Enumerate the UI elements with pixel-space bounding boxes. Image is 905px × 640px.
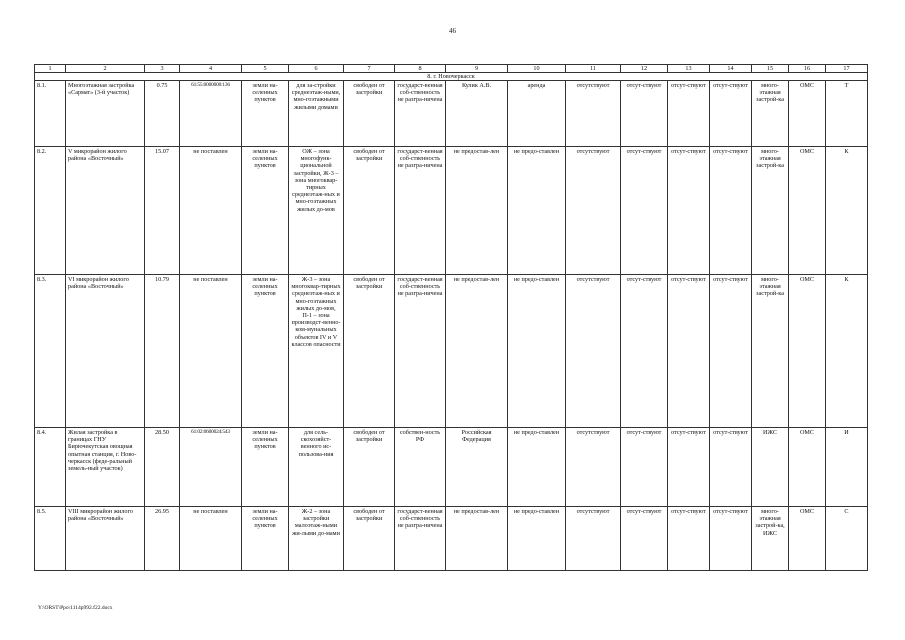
cell-11: отсутствуют (566, 275, 621, 428)
land-category: земли на-селенных пунктов (242, 81, 289, 147)
cell-14: отсут-ствуют (710, 275, 752, 428)
column-number: 15 (752, 65, 789, 73)
row-number: 8.4. (35, 428, 66, 507)
column-number: 13 (668, 65, 710, 73)
plot-area: 10.79 (145, 275, 180, 428)
authority: ОМС (789, 428, 826, 507)
development-type: много-этажная застрой-ка (752, 275, 789, 428)
section-title: 8. г. Новочеркасск (35, 73, 868, 81)
cell-14: отсут-ствуют (710, 81, 752, 147)
cell-12: отсут-ствуют (621, 428, 668, 507)
cell-11: отсутствуют (566, 428, 621, 507)
land-plots-table (34, 64, 868, 571)
cadastral-number: не поставлен (180, 507, 242, 571)
column-number: 11 (566, 65, 621, 73)
permitted-use: ОЖ – зона многофунк-циональной застройки, Ж-3 – зона многоквар-тирных среднеэтаж-ных и мно-гоэтажных жилых до-мов (289, 147, 344, 275)
column-number: 8 (395, 65, 446, 73)
plot-name: VIII микрорайон жилого района «Восточный» (66, 507, 145, 571)
column-number: 1 (35, 65, 66, 73)
column-number: 9 (446, 65, 508, 73)
column-number: 10 (508, 65, 566, 73)
right-type: не предо-ставлен (508, 507, 566, 571)
page-number: 46 (449, 27, 456, 35)
right-type: не предо-ставлен (508, 147, 566, 275)
column-number: 4 (180, 65, 242, 73)
code-letter: И (826, 428, 868, 507)
development-type: много-этажная застрой-ка (752, 81, 789, 147)
column-number: 12 (621, 65, 668, 73)
development-status: свободен от застройки (344, 81, 395, 147)
cell-12: отсут-ствуют (621, 507, 668, 571)
ownership-form: государст-венная соб-ственность не разгра-ничена (395, 147, 446, 275)
column-number: 5 (242, 65, 289, 73)
land-category: земли на-селенных пунктов (242, 428, 289, 507)
cadastral-number: 61:02:0600024:543 (180, 428, 242, 507)
table-row (35, 147, 868, 275)
column-number: 3 (145, 65, 180, 73)
development-status: свободен от застройки (344, 428, 395, 507)
row-number: 8.1. (35, 81, 66, 147)
cell-12: отсут-ствуют (621, 275, 668, 428)
code-letter: С (826, 507, 868, 571)
development-type: много-этажная застрой-ка, ИЖС (752, 507, 789, 571)
authority: ОМС (789, 507, 826, 571)
ownership-form: государст-венная соб-ственность не разгра-ничена (395, 275, 446, 428)
plot-name: Многоэтажная застройка «Сармат» (3-й участок) (66, 81, 145, 147)
cell-13: отсут-ствуют (668, 507, 710, 571)
right-type: аренда (508, 81, 566, 147)
column-number: 16 (789, 65, 826, 73)
table-row (35, 507, 868, 571)
plot-area: 26.95 (145, 507, 180, 571)
plot-area: 0.75 (145, 81, 180, 147)
code-letter: К (826, 147, 868, 275)
land-category: земли на-селенных пунктов (242, 275, 289, 428)
code-letter: Т (826, 81, 868, 147)
ownership-form: государст-венная соб-ственность не разгра-ничена (395, 81, 446, 147)
right-type: не предо-ставлен (508, 275, 566, 428)
development-type: ИЖС (752, 428, 789, 507)
permitted-use: Ж-2 – зона застройки малоэтаж-ными жи-лыми до-мами (289, 507, 344, 571)
land-category: земли на-селенных пунктов (242, 507, 289, 571)
right-type: не предо-ставлен (508, 428, 566, 507)
column-number: 14 (710, 65, 752, 73)
row-number: 8.3. (35, 275, 66, 428)
cell-14: отсут-ствуют (710, 428, 752, 507)
cell-13: отсут-ствуют (668, 147, 710, 275)
permitted-use: Ж-3 – зона многоквар-тирных среднеэтаж-ных и мно-гоэтажных жилых до-мов, П-1 – зона производст-венно-ком-мунальных объектов IV и V классов опасности (289, 275, 344, 428)
cell-11: отсутствуют (566, 507, 621, 571)
right-holder: не предостав-лен (446, 507, 508, 571)
right-holder: Российская Федерация (446, 428, 508, 507)
right-holder: не предостав-лен (446, 275, 508, 428)
cell-14: отсут-ствуют (710, 507, 752, 571)
plot-area: 28.50 (145, 428, 180, 507)
authority: ОМС (789, 147, 826, 275)
development-status: свободен от застройки (344, 507, 395, 571)
development-status: свободен от застройки (344, 147, 395, 275)
table-row (35, 428, 868, 507)
right-holder: Кулик А.В. (446, 81, 508, 147)
cell-11: отсутствуют (566, 147, 621, 275)
permitted-use: для сель-скохозяйст-венного ис-пользова-ния (289, 428, 344, 507)
cell-12: отсут-ствуют (621, 81, 668, 147)
ownership-form: собствен-ность РФ (395, 428, 446, 507)
row-number: 8.2. (35, 147, 66, 275)
cell-12: отсут-ствуют (621, 147, 668, 275)
plot-name: VI микрорайон жилого района «Восточный» (66, 275, 145, 428)
footer-file-path: Y:\ORST\Ppo\1114p992.f22.docx (38, 605, 113, 611)
plot-name: Жилая застройка в границах ГНУ Бирючекутская овощная опытная станция, г. Ново-черкасск (феде-ральный земель-ный участок) (66, 428, 145, 507)
column-number: 17 (826, 65, 868, 73)
authority: ОМС (789, 275, 826, 428)
cadastral-number: не поставлен (180, 275, 242, 428)
code-letter: К (826, 275, 868, 428)
cell-13: отсут-ствуют (668, 275, 710, 428)
plot-area: 15.07 (145, 147, 180, 275)
right-holder: не предостав-лен (446, 147, 508, 275)
column-number: 2 (66, 65, 145, 73)
column-number: 7 (344, 65, 395, 73)
cell-11: отсутствуют (566, 81, 621, 147)
row-number: 8.5. (35, 507, 66, 571)
land-category: земли на-селенных пунктов (242, 147, 289, 275)
cell-13: отсут-ствуют (668, 81, 710, 147)
permitted-use: для за-стройки среднеэтаж-ными, мно-гоэтажными жилыми домами (289, 81, 344, 147)
column-number: 6 (289, 65, 344, 73)
cell-13: отсут-ствуют (668, 428, 710, 507)
development-status: свободен от застройки (344, 275, 395, 428)
development-type: много-этажная застрой-ка (752, 147, 789, 275)
table-row (35, 81, 868, 147)
cadastral-number: не поставлен (180, 147, 242, 275)
authority: ОМС (789, 81, 826, 147)
plot-name: V микрорайон жилого района «Восточный» (66, 147, 145, 275)
cell-14: отсут-ствуют (710, 147, 752, 275)
cadastral-number: 61:55:0000000:136 (180, 81, 242, 147)
column-number-row (35, 65, 868, 73)
ownership-form: государст-венная соб-ственность не разгра-ничена (395, 507, 446, 571)
section-row (35, 73, 868, 81)
table-row (35, 275, 868, 428)
